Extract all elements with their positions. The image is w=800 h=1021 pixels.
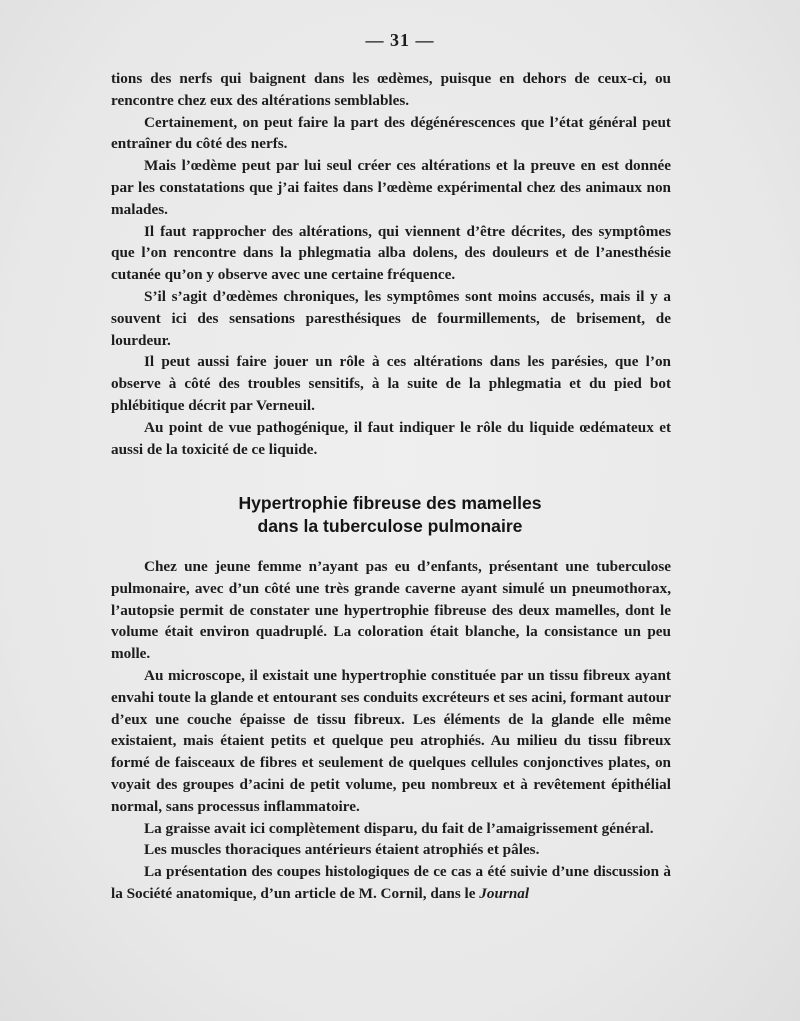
section-two-text xyxy=(111,556,671,905)
section-title xyxy=(100,492,680,537)
paragraph: Il peut aussi faire jouer un rôle à ces altérations dans les parésies, que l’on observe à côté des troubles sensitifs, à la suite de la phlegmatia et du pied bot phlébitique décrit par Verneuil. xyxy=(111,353,671,414)
section-one-text xyxy=(111,68,671,460)
paragraph: Chez une jeune femme n’ayant pas eu d’enfants, présentant une tuberculose pulmonaire, avec d’un côté une très grande caverne ayant simulé un pneumothorax, l’autopsie permit de constater une hypertrophie fibreuse des deux mamelles, dont le volume était environ quadruplé. La coloration était blanche, la consistance un peu molle. xyxy=(111,558,671,663)
paragraph: Au point de vue pathogénique, il faut indiquer le rôle du liquide œdémateux et aussi de la toxicité de ce liquide. xyxy=(111,418,671,458)
paragraph: Au microscope, il existait une hypertrophie constituée par un tissu fibreux ayant envahi toute la glande et entourant ses conduits excréteurs et ses acini, formant autour d’eux une couche épaisse de tissu fibreux. Les éléments de la glande elle même existaient, mais étaient petits et quelque peu atrophiés. Au milieu du tissu fibreux formé de faisceaux de fibres et seulement de quelques cellules conjonctives plates, on voyait des groupes d’acini de petit volume, peu nombreux et à revêtement épithélial normal, sans processus inflammatoire. xyxy=(111,666,671,815)
paragraph: tions des nerfs qui baignent dans les œdèmes, puisque en dehors de ceux-ci, ou rencontre chez eux des altérations semblables. xyxy=(111,70,671,109)
paragraph: Il faut rapprocher des altérations, qui viennent d’être décrites, des symptômes que l’on rencontre dans la phlegmatia alba dolens, des douleurs et de l’anesthésie cutanée qu’on y observe avec une certaine fréquence. xyxy=(111,222,671,284)
paragraph: Certainement, on peut faire la part des dégénérescences que l’état général peut entraîner du côté des nerfs. xyxy=(111,113,671,153)
paragraph: Mais l’œdème peut par lui seul créer ces altérations et la preuve en est donnée par les constatations que j’ai faites dans l’œdème expérimental chez des animaux non malades. xyxy=(111,157,671,218)
paragraph xyxy=(111,861,671,905)
journal-word: Journal xyxy=(479,884,530,902)
last-paragraph-text: La présentation des coupes histologiques de ce cas a été suivie d’une discussion à la Société anatomique, d’un article de M. Cornil, dans le xyxy=(111,863,671,902)
section-title-line-1: Hypertrophie fibreuse des mamelles xyxy=(238,493,542,513)
paragraph: S’il s’agit d’œdèmes chroniques, les symptômes sont moins accusés, mais il y a souvent ici des sensations paresthésiques de fourmillements, de brisement, de lourdeur. xyxy=(111,287,671,349)
page-number: — 31 — xyxy=(365,30,435,50)
paragraph: La graisse avait ici complètement disparu, du fait de l’amaigrissement général. xyxy=(144,819,654,837)
paragraph: Les muscles thoraciques antérieurs étaient atrophiés et pâles. xyxy=(144,841,540,859)
section-title-line-2: dans la tuberculose pulmonaire xyxy=(257,515,523,536)
